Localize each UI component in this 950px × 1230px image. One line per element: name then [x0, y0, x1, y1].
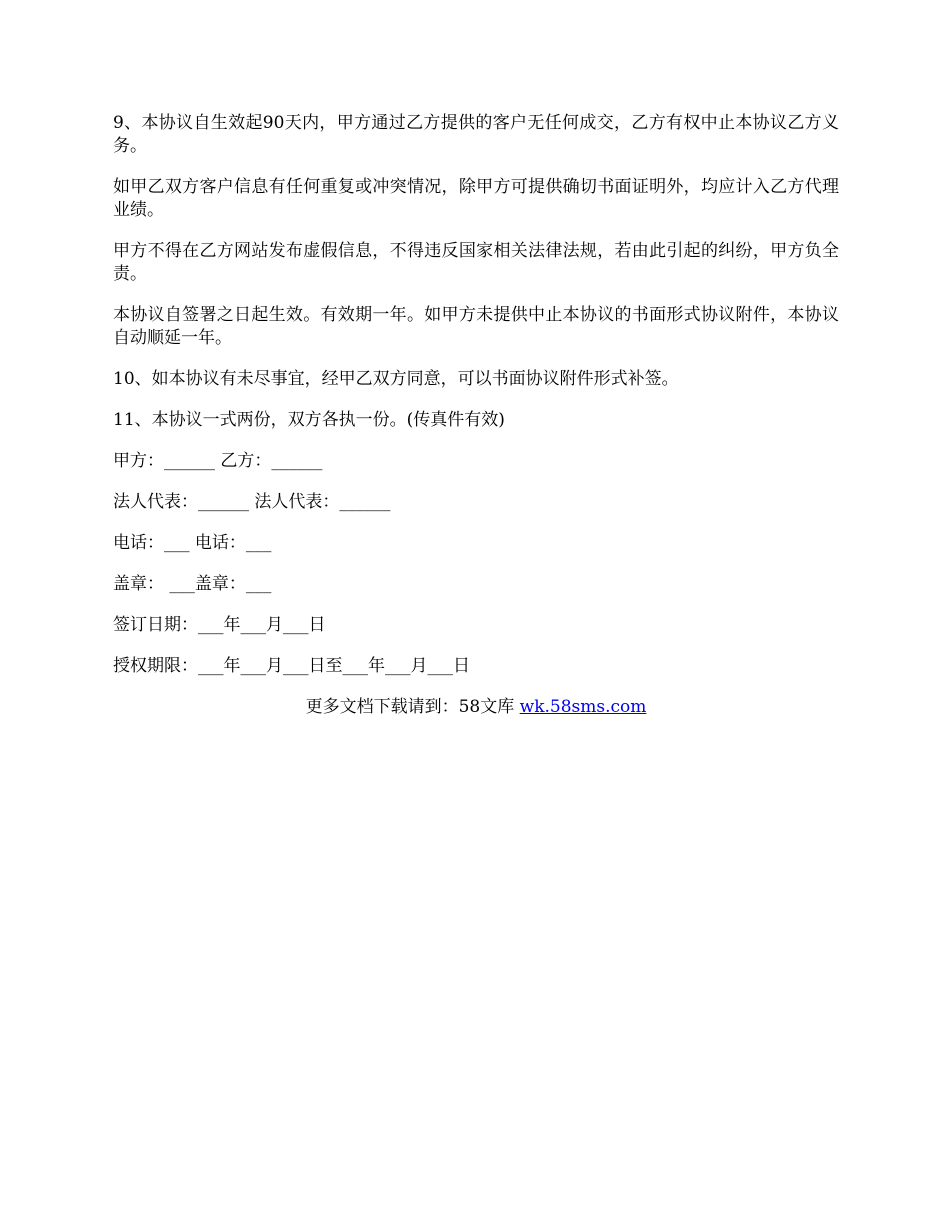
clause-11: 11、本协议一式两份，双方各执一份。(传真件有效)	[113, 410, 505, 430]
document-body	[113, 112, 839, 719]
clause-validity: 本协议自签署之日起生效。有效期一年。如甲方未提供中止本协议的书面形式协议附件，本协议自动顺延一年。	[113, 305, 839, 348]
footer-link[interactable]: wk.58sms.com	[519, 697, 647, 717]
seal-line: 盖章： ___盖章：___	[113, 574, 272, 594]
clause-duplicate-info: 如甲乙双方客户信息有任何重复或冲突情况，除甲方可提供确切书面证明外，均应计入乙方代理业绩。	[113, 177, 839, 220]
phone-line: 电话：___ 电话：___	[113, 533, 272, 553]
authorization-period-line: 授权期限：___年___月___日至___年___月___日	[113, 656, 470, 676]
party-line: 甲方：______ 乙方：______	[113, 451, 323, 471]
legal-representative-line: 法人代表：______ 法人代表：______	[113, 492, 391, 512]
clause-9: 9、本协议自生效起90天内，甲方通过乙方提供的客户无任何成交，乙方有权中止本协议乙方义务。	[113, 113, 839, 156]
footer-text: 更多文档下载请到：58文库	[305, 697, 520, 717]
clause-10: 10、如本协议有未尽事宜，经甲乙双方同意，可以书面协议附件形式补签。	[113, 369, 679, 389]
signing-date-line: 签订日期：___年___月___日	[113, 615, 326, 635]
download-footer	[113, 696, 839, 719]
clause-false-info: 甲方不得在乙方网站发布虚假信息，不得违反国家相关法律法规，若由此引起的纠纷，甲方负全责。	[113, 241, 839, 284]
